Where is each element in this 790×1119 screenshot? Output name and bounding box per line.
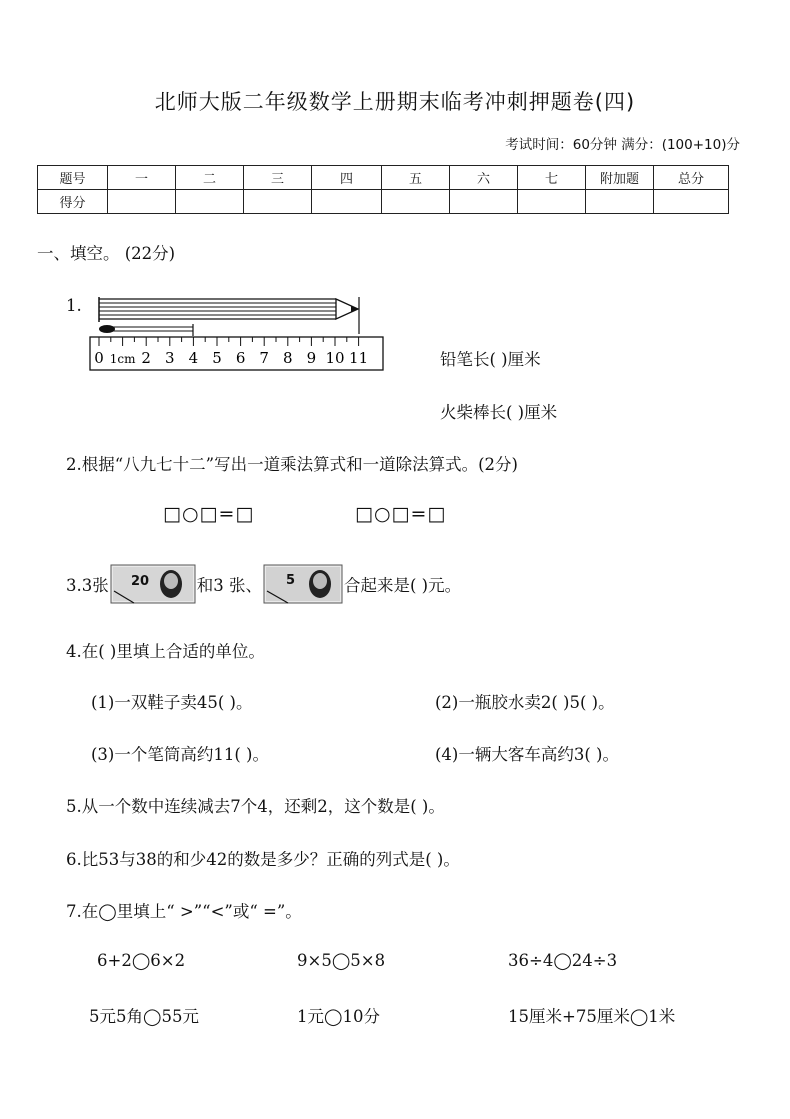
compare-item[interactable]: 1元◯10分 (297, 1007, 380, 1026)
question-3 (66, 564, 461, 604)
exam-info: 考试时间：60分钟 满分：(100+10)分 (505, 137, 740, 153)
compare-item[interactable]: 15厘米+75厘米◯1米 (508, 1007, 676, 1026)
compare-item[interactable]: 6+2◯6×2 (97, 951, 186, 970)
score-cell: 四 (312, 166, 382, 190)
score-cell: 五 (382, 166, 450, 190)
banknote-20-icon (109, 563, 197, 605)
q3-part2: 和3 张、 (196, 576, 262, 595)
score-cell: 题号 (38, 166, 108, 190)
match-length-blank[interactable]: 火柴棒长( )厘米 (440, 403, 558, 422)
matchstick-icon (99, 324, 193, 336)
q3-part3[interactable]: 合起来是( )元。 (344, 576, 462, 595)
score-cell: 七 (518, 166, 586, 190)
score-input-cell[interactable] (654, 190, 729, 214)
score-cell: 附加题 (586, 166, 654, 190)
q3-part1: 3.3张 (66, 576, 109, 595)
question-6[interactable]: 6.比53与38的和少42的数是多少？正确的列式是( )。 (66, 850, 460, 869)
pencil-icon (99, 297, 359, 334)
score-cell: 三 (244, 166, 312, 190)
section-heading: 一、填空。 (22分) (37, 244, 176, 263)
score-table-header-row (38, 166, 729, 190)
score-cell: 二 (176, 166, 244, 190)
ruler-label: 10 (325, 349, 345, 367)
question-4: 4.在( )里填上合适的单位。 (66, 642, 265, 661)
banknote-value: 5 (286, 573, 296, 588)
score-row-label: 得分 (38, 190, 108, 214)
ruler-label: 0 (94, 349, 104, 367)
ruler-label: 7 (259, 349, 269, 367)
score-input-cell[interactable] (450, 190, 518, 214)
ruler-label: 6 (235, 349, 246, 367)
q4-item-3[interactable]: (3)一个笔筒高约11( )。 (91, 745, 269, 764)
ruler-label: 1cm (109, 352, 136, 366)
ruler-label: 11 (349, 349, 369, 367)
question-2: 2.根据“八九七十二”写出一道乘法算式和一道除法算式。(2分) (66, 455, 518, 474)
score-input-cell[interactable] (382, 190, 450, 214)
question-number: 1. (66, 296, 82, 315)
ruler-label: 2 (141, 349, 151, 367)
compare-item[interactable]: 36÷4◯24÷3 (508, 951, 618, 970)
score-table (37, 165, 729, 214)
banknote-5-icon (262, 563, 344, 605)
ruler-label: 8 (283, 349, 293, 367)
question-5[interactable]: 5.从一个数中连续减去7个4，还剩2，这个数是( )。 (66, 797, 445, 816)
score-input-cell[interactable] (586, 190, 654, 214)
ruler-label: 5 (212, 349, 222, 367)
score-input-cell[interactable] (244, 190, 312, 214)
ruler-label: 4 (188, 349, 199, 367)
multiplication-formula-blank[interactable]: □○□=□ (163, 503, 255, 525)
score-input-cell[interactable] (312, 190, 382, 214)
compare-item[interactable]: 5元5角◯55元 (89, 1007, 199, 1026)
score-input-cell[interactable] (176, 190, 244, 214)
banknote-value: 20 (130, 574, 149, 589)
score-input-cell[interactable] (108, 190, 176, 214)
compare-item[interactable]: 9×5◯5×8 (297, 951, 386, 970)
question-7: 7.在◯里填上“ >”“<”或“ =”。 (66, 902, 302, 921)
q4-item-4[interactable]: (4)一辆大客车高约3( )。 (435, 745, 619, 764)
page-title: 北师大版二年级数学上册期末临考冲刺押题卷(四) (154, 90, 636, 114)
q4-item-1[interactable]: (1)一双鞋子卖45( )。 (91, 693, 253, 712)
score-table-score-row (38, 190, 729, 214)
q4-item-2[interactable]: (2)一瓶胶水卖2( )5( )。 (435, 693, 615, 712)
score-input-cell[interactable] (518, 190, 586, 214)
score-cell: 六 (450, 166, 518, 190)
division-formula-blank[interactable]: □○□=□ (355, 503, 447, 525)
pencil-ruler-figure (88, 294, 388, 378)
ruler-label: 9 (306, 349, 317, 367)
score-cell: 一 (108, 166, 176, 190)
pencil-length-blank[interactable]: 铅笔长( )厘米 (440, 350, 541, 369)
score-cell: 总分 (654, 166, 729, 190)
ruler-label: 3 (165, 349, 175, 367)
